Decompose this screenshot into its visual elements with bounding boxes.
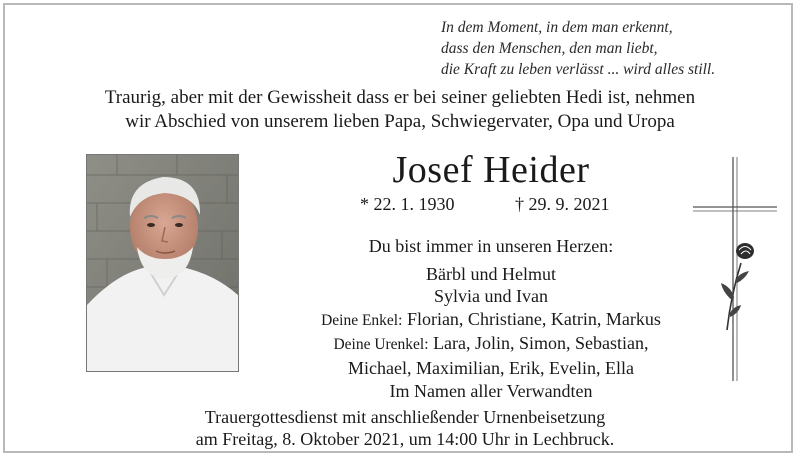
poem xyxy=(441,17,791,80)
mourners-block xyxy=(275,235,707,402)
great-grandchildren-line xyxy=(275,332,707,357)
great-grandchildren-names: Lara, Jolin, Simon, Sebastian, xyxy=(433,333,649,354)
intro-line: Traurig, aber mit der Gewissheit dass er bei seiner geliebten Hedi ist, nehmen xyxy=(104,87,696,108)
life-dates xyxy=(305,193,677,217)
intro-text xyxy=(5,86,795,134)
portrait-photo xyxy=(86,154,239,372)
poem-line: die Kraft zu leben verlässt ... wird alles still. xyxy=(441,61,716,78)
children-line: Bärbl und Helmut xyxy=(426,263,556,284)
children-line: Sylvia und Ivan xyxy=(434,286,548,307)
service-info xyxy=(5,406,800,450)
death-date: † 29. 9. 2021 xyxy=(515,194,610,214)
poem-line: In dem Moment, in dem man erkennt, xyxy=(441,19,673,36)
portrait-illustration xyxy=(87,155,239,372)
cross-with-rose-icon xyxy=(693,155,779,385)
grandchildren-names: Florian, Christiane, Katrin, Markus xyxy=(406,308,661,329)
grandchildren-line xyxy=(275,308,707,333)
intro-line: wir Abschied von unserem lieben Papa, Schwiegervater, Opa und Uropa xyxy=(125,111,675,132)
mourners-heading: Du bist immer in unseren Herzen: xyxy=(368,236,614,256)
service-line: am Freitag, 8. Oktober 2021, um 14:00 Uhr in Lechbruck. xyxy=(195,429,615,449)
grandchildren-label: Deine Enkel: xyxy=(321,311,403,329)
service-line: Trauergottesdienst mit anschließender Urnenbeisetzung xyxy=(204,407,606,427)
obituary-card xyxy=(3,3,793,453)
great-grandchildren-label: Deine Urenkel: xyxy=(333,336,429,354)
great-grandchildren-line: Michael, Maximilian, Erik, Evelin, Ella xyxy=(348,357,634,378)
deceased-name: Josef Heider xyxy=(392,149,590,191)
relatives-line: Im Namen aller Verwandten xyxy=(389,380,593,401)
poem-line: dass den Menschen, den man liebt, xyxy=(441,40,658,57)
birth-date: * 22. 1. 1930 xyxy=(360,194,455,214)
